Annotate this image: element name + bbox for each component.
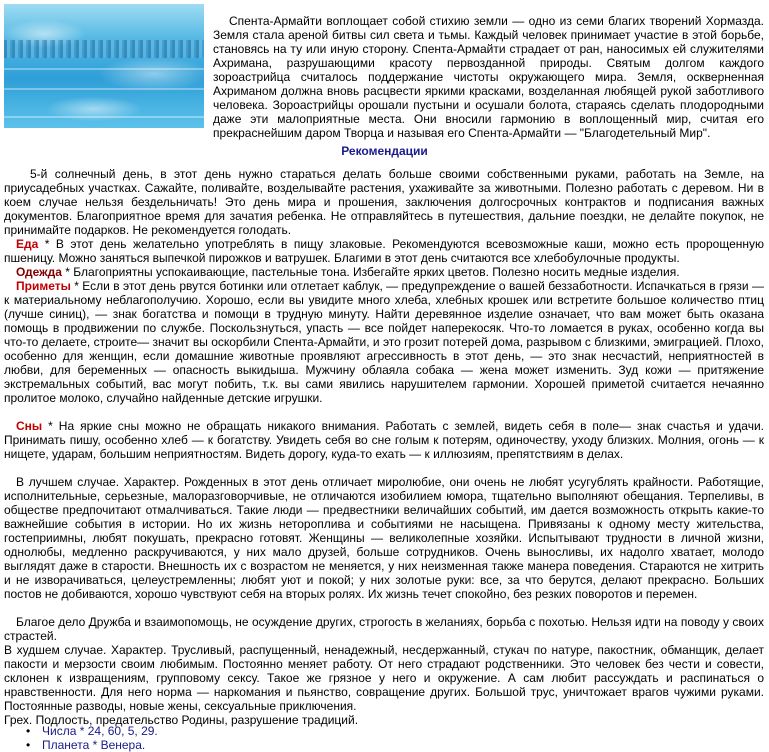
worst-case-paragraph: В худшем случае. Характер. Трусливый, распущенный, ненадежный, несдержанный, стукач по натуре, пакостник, обманщик, делает пакости и мерзости своим любимым. Постоянно меняет работу. От него страдают родственники. Это человек без чести и совести, склонен к извращениям, групповому сексу. Такое же грязное у него и окружение. А сам любит рассуждать и распинаться о нравственности. Для него норма — наркомания и пьянство, совращение других. Большой трус, уничтожает врагов чужими руками. Постоянные разводы, новые жены, сексуальные приключения. <box>4 643 764 713</box>
sin-paragraph: Грех. Подлость, предательство Родины, разрушение традиций. <box>4 713 359 727</box>
omens-label: Приметы <box>16 279 71 293</box>
related-links-list <box>24 724 158 752</box>
omens-paragraph <box>4 279 764 405</box>
water-city-image <box>4 4 204 128</box>
omens-text: * Если в этот день рвутся ботинки или отлетает каблук, — предупреждение о вашей беззаботности. Испачкаться в грязи — к материальному неблагополучию. Хорошо, если вы увидите много хлеба, хлебных крошек или встретите большое количество птиц (лучше синиц), — знак богатства и помощи в трудную минуту. Найти деревянное изделие означает, что вам может быть оказана помощь в продвижении по службе. Поскользнуться, упасть — все пойдет наперекосяк. Что-то ломается в руках, особенно когда вы что-то делаете, строите— значит вы оскорбили Спента-Армайти, и это грозит потерей дома, разрывом с близкими, эмиграцией. Плохо, особенно для женщин, если домашние животные проявляют агрессивность в этот день, — это знак несчастий, неприятностей в любви, для беременных — опасность выкидыша. Мужчину облаяла собака — жена может изменить. Зуд кожи — притяжение экстремальных событий, вас могут побить, т.к. вы сами явились нарушителем гармонии. Хорошей приметой считается нечаянно пролитое молоко, случайно найденные детские игрушки. <box>4 279 764 405</box>
bullet-icon: • <box>26 738 31 752</box>
food-label: Еда <box>16 237 39 251</box>
city-reflection <box>4 40 204 58</box>
virtues-paragraph: Благое дело Дружба и взаимопомощь, не осуждение других, строгость в желаниях, борьба с похотью. Нельзя идти на поводу у своих страстей. <box>4 615 764 643</box>
best-case-paragraph: В лучшем случае. Характер. Рожденных в этот день отличает миролюбие, они очень не любят усугублять крайности. Работящие, исполнительные, серьезные, малоразговорчивые, не отличаются изобилием юмора, тщательно выполняют обещания. Терпеливы, в обществе предпочитают отмалчиваться. Такие люди — предвестники величайших событий, им дается возможность открыть какие-то важнейшие события в истории. Но их жизнь неторопливa и событиями не насыщена. Привязаны к одному месту жительства, гостеприимны, любят покушать, прекрасно готовят. Женщины — великолепные хозяйки. Испытывают трудности в личной жизни, однолюбы, медленно раскручиваются, у них мало друзей, больше сотрудников. Очень выносливы, их надолго хватает, молодо выглядят даже в старости. Внешность их с возрастом не меняется, у них неизменная также манера поведения. Стараются не хитрить и не изворачиваться, целеустремленны; любят уют и покой; у них золотые руки: все, за что берутся, делают прекрасно. Больших постов не добиваются, хорошо чувствуют себя на вторых ролях. Их жизнь течет спокойно, без резких поворотов и перемен. <box>4 475 764 601</box>
planet-link[interactable]: Планета * Венера. <box>42 738 146 752</box>
list-item <box>24 724 158 738</box>
ripple <box>4 116 204 118</box>
recommendations-body <box>4 167 764 727</box>
clothes-text: * Благоприятны успокаивающие, пастельные тона. Избегайте ярких цветов. Полезно носить медные изделия. <box>61 265 680 279</box>
clothes-label: Одежда <box>16 265 62 279</box>
dreams-label: Сны <box>16 419 43 433</box>
numbers-link[interactable]: Числа * 24, 60, 5, 29. <box>42 724 158 738</box>
food-text: * В этот день желательно употреблять в пищу злаковые. Рекомендуются всевозможные каши, можно есть пророщенную пшеницу. Можно заняться выпечкой пирожков и ватрушек. Благими в этот день считаются все хлебобулочные продукты. <box>4 237 764 265</box>
bullet-icon: • <box>26 724 31 738</box>
recommendations-paragraph: 5-й солнечный день, в этот день нужно стараться делать больше своими собственными руками, работать на Земле, на приусадебных участках. Сажайте, поливайте, возделывайте растения, ухаживайте за животными. Полезно работать с деревом. Ни в коем случае нельзя бездельничать! Это день мира и прошения, заключения долгосрочных контрактов и подписания важных документов. Благоприятное время для зачатия ребенка. Не отправляйтесь в путешествия, дальние поездки, не делайте покупок, не принимайте подарков. Не рекомендуется голодать. <box>4 167 764 237</box>
clothes-paragraph <box>4 265 764 279</box>
ripple <box>4 88 204 90</box>
food-paragraph <box>4 237 764 265</box>
intro-paragraph: Спента-Армайти воплощает собой стихию земли — одно из семи благих творений Хормазда. Земля стала ареной битвы сил света и тьмы. Каждый человек принимает участие в этой борьбе, становясь на ту или иную сторону. Спента-Армайти страдает от ран, наносимых ей служителями Ахримана, разрушающими красоту первозданной природы. Святым долгом каждого зороастрийца считалось поддержание чистоты окружающего мира. Земля, оскверненная Ахриманом должна вновь расцвести яркими красками, возделанная любящей рукой заботливого человека. Зороастрийцы орошали пустыни и осушали болота, стараясь сделать плодородными даже эти малоприятные места. Они вносили гармонию в воплощенный мир, считая его прекраснейшим даром Творца и называя его Спента-Армайти — "Благодетельный Мир". <box>213 14 764 140</box>
ripple <box>4 68 204 70</box>
list-item <box>24 738 158 752</box>
dreams-text: * На яркие сны можно не обращать никакого внимания. Работать с землей, видеть себя в поле— знак счастья и удачи. Принимать пишу, особенно хлеб — к богатству. Увидеть себя во сне голым к потерям, одиночеству, уходу близких. Молния, огонь — к нищете, ударам, большим неприятностям. Видеть дорогу, куда-то ехать — к иллюзиям, препятствиям в делах. <box>4 419 764 461</box>
section-title: Рекомендации <box>341 144 428 158</box>
dreams-paragraph <box>4 419 764 461</box>
